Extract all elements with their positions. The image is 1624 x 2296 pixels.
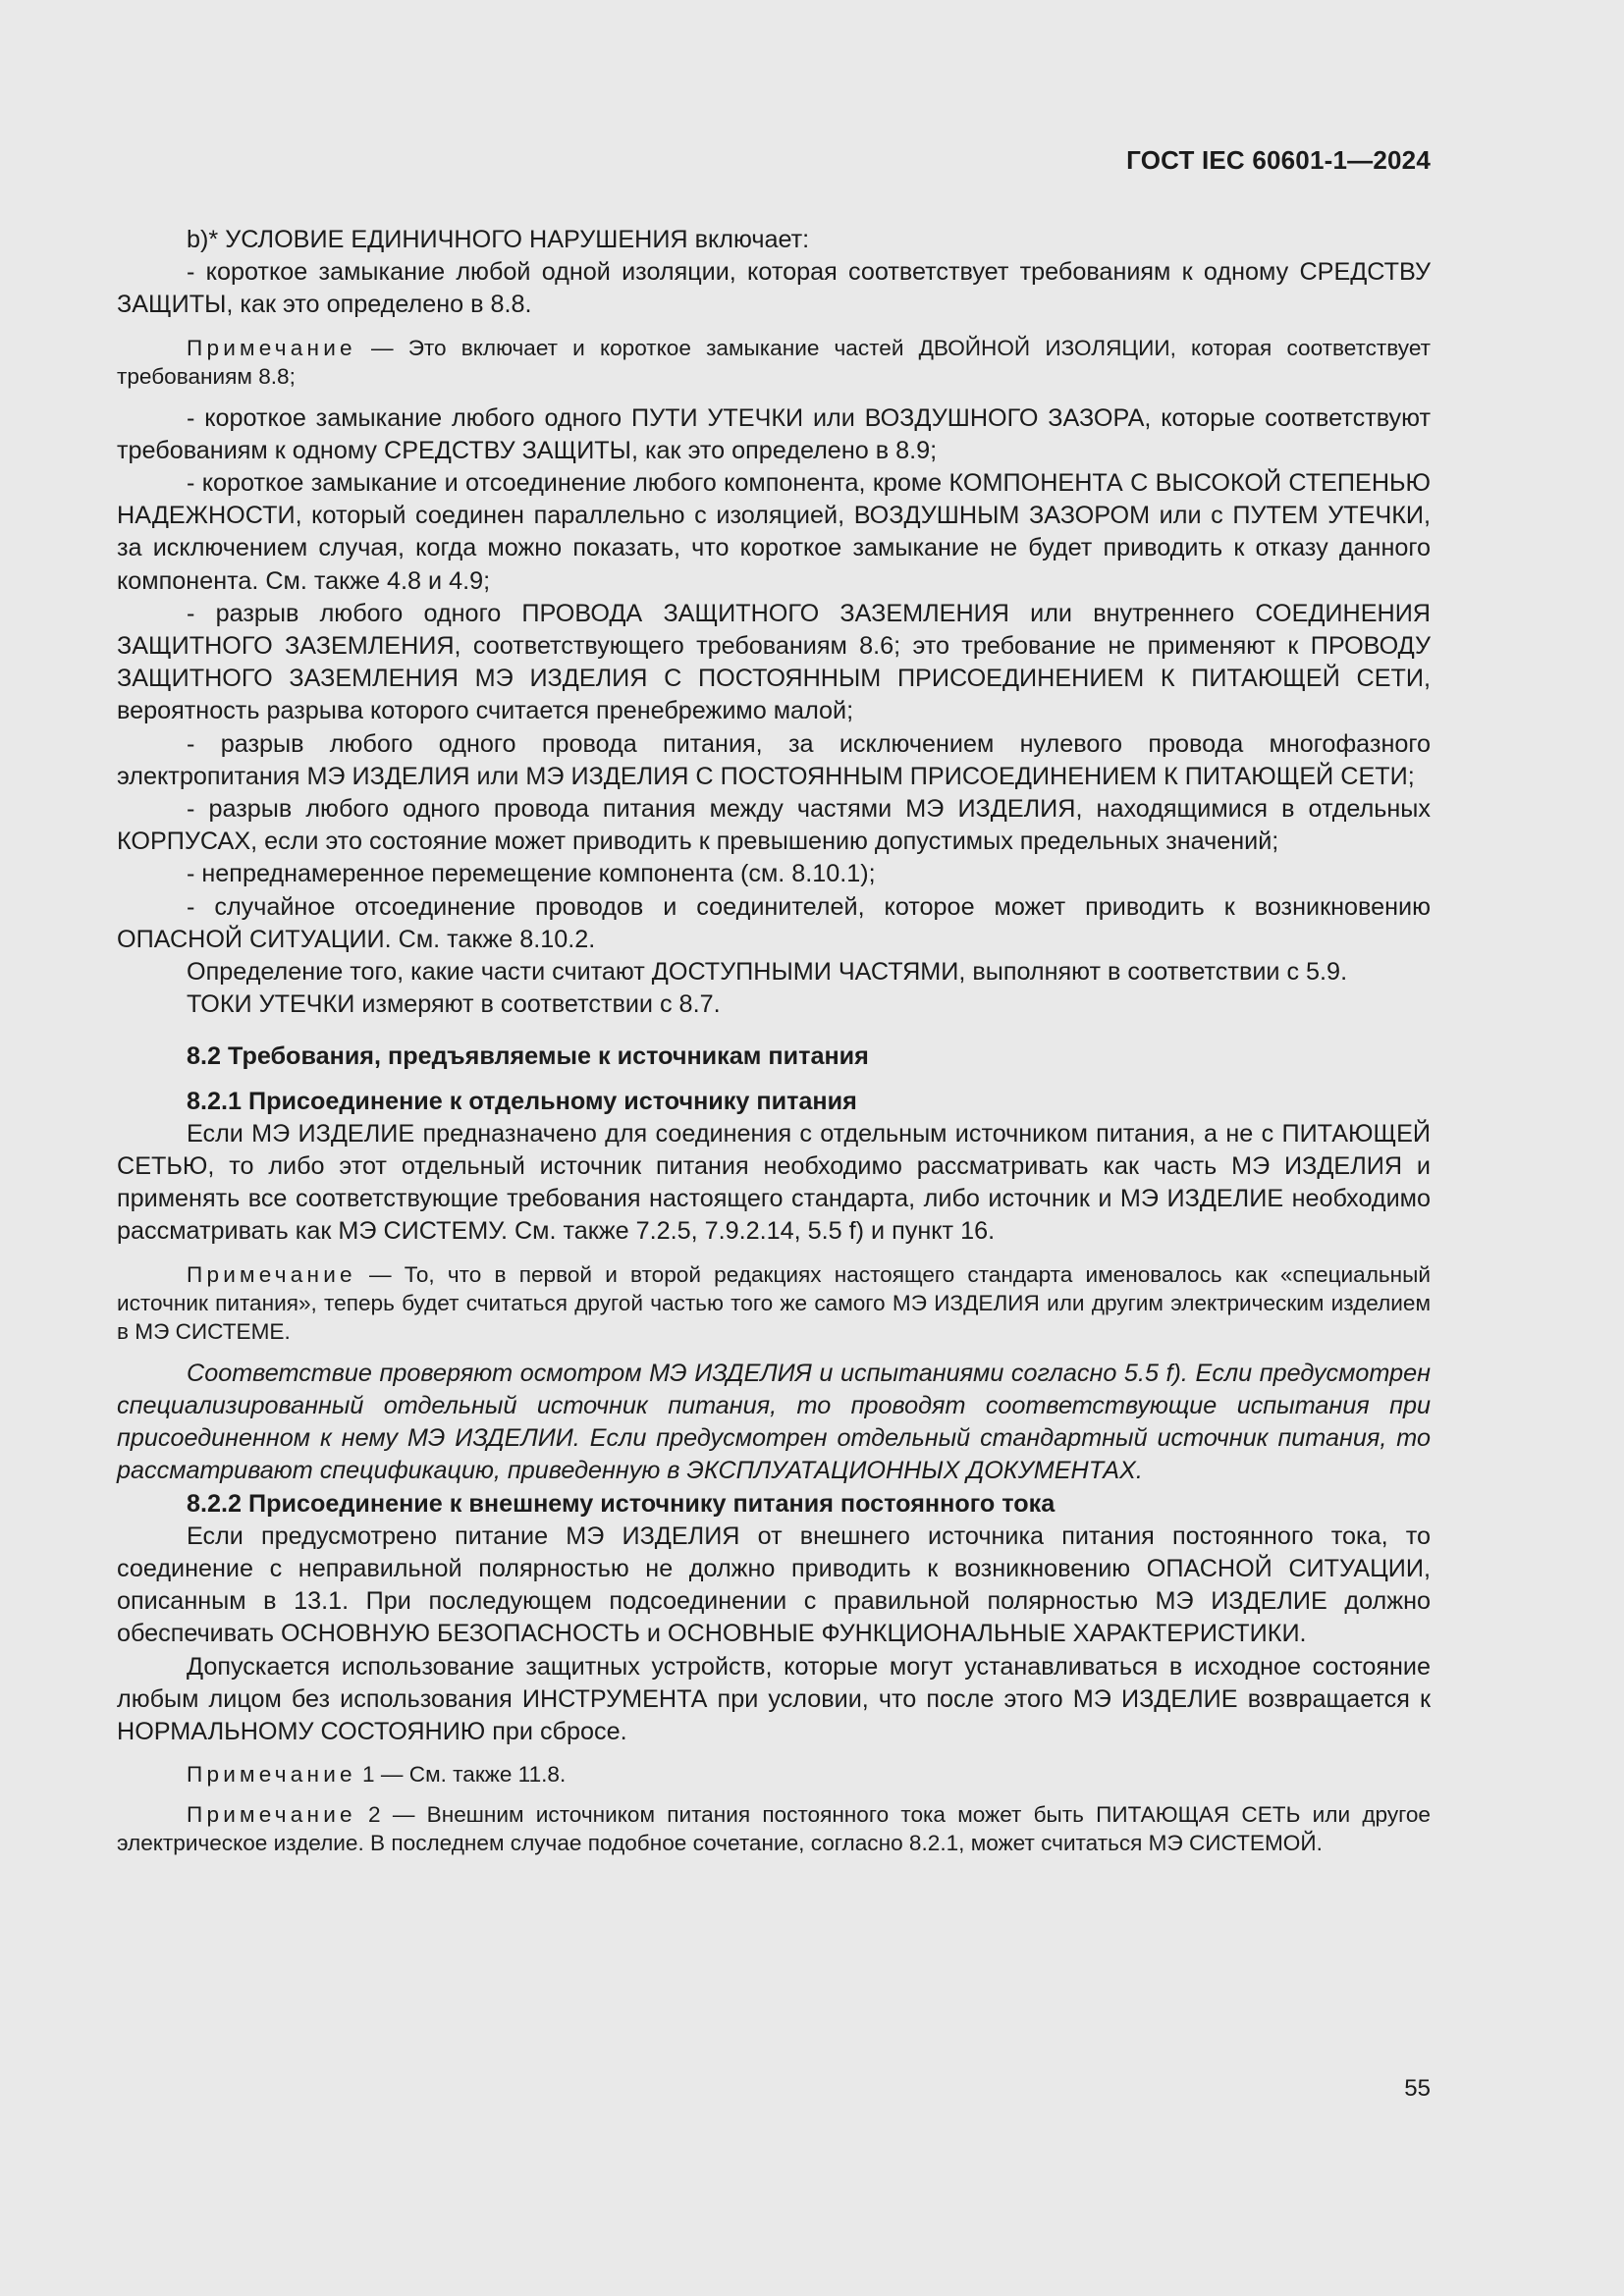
document-body xyxy=(117,224,1431,1857)
note-label: Примечание xyxy=(187,1802,356,1828)
page-number: 55 xyxy=(1404,2075,1431,2102)
list-item-enclosure-conductor-break: - разрыв любого одного провода питания между частями МЭ ИЗДЕЛИЯ, находящимися в отдельных КОРПУСАХ, если это состояние может приводить к превышению допустимых предельных значений; xyxy=(117,795,1431,856)
paragraph-accessible-parts: Определение того, какие части считают ДОСТУПНЫМИ ЧАСТЯМИ, выполняют в соответствии с 5.9. xyxy=(187,958,1348,987)
paragraph-single-fault-condition: b)* УСЛОВИЕ ЕДИНИЧНОГО НАРУШЕНИЯ включает: xyxy=(187,226,810,253)
section-heading-8-2-1: 8.2.1 Присоединение к отдельному источнику питания xyxy=(187,1087,857,1115)
list-item-insulation-short: - короткое замыкание любой одной изоляции, которая соответствует требованиям к одному СРЕДСТВУ ЗАЩИТЫ, как это определено в 8.8. xyxy=(117,258,1431,319)
paragraph-dc-polarity: Если предусмотрено питание МЭ ИЗДЕЛИЯ от внешнего источника питания постоянного тока, то соединение с неправильной полярностью не должно приводить к возникновению ОПАСНОЙ СИТУАЦИИ, описанным в 13.1. При последующем подсоединении с правильной полярностью МЭ ИЗДЕЛИЕ должно обеспечивать ОСНОВНУЮ БЕЗОПАСНОСТЬ и ОСНОВНЫЕ ФУНКЦИОНАЛЬНЫЕ ХАРАКТЕРИСТИКИ. xyxy=(117,1522,1431,1648)
note-text: 2 — Внешним источником питания постоянного тока может быть ПИТАЮЩАЯ СЕТЬ или другое электрическое изделие. В последнем случае подобное сочетание, согласно 8.2.1, может считаться МЭ СИСТЕМОЙ. xyxy=(117,1802,1431,1856)
note-label: Примечание xyxy=(187,1762,356,1788)
note-label: Примечание xyxy=(187,1261,356,1287)
note-text: — Это включает и короткое замыкание частей ДВОЙНОЙ ИЗОЛЯЦИИ, которая соответствует требованиям 8.8; xyxy=(117,335,1431,389)
note-text: 1 — См. также 11.8. xyxy=(355,1762,567,1788)
section-heading-8-2-2: 8.2.2 Присоединение к внешнему источнику питания постоянного тока xyxy=(187,1489,1056,1518)
list-item-creepage-short: - короткое замыкание любого одного ПУТИ УТЕЧКИ или ВОЗДУШНОГО ЗАЗОРА, которые соответствуют требованиям к одному СРЕДСТВУ ЗАЩИТЫ, как это определено в 8.9; xyxy=(117,403,1431,464)
list-item-earth-conductor-break: - разрыв любого одного ПРОВОДА ЗАЩИТНОГО ЗАЗЕМЛЕНИЯ или внутреннего СОЕДИНЕНИЯ ЗАЩИТНОГО ЗАЗЕМЛЕНИЯ, соответствующего требованиям 8.6; это требование не применяют к ПРОВОДУ ЗАЩИТНОГО ЗАЗЕМЛЕНИЯ МЭ ИЗДЕЛИЯ С ПОСТОЯННЫМ ПРИСОЕДИНЕНИЕМ К ПИТАЮЩЕЙ СЕТИ, вероятность разрыва которого считается пренебрежимо малой; xyxy=(117,599,1431,725)
paragraph-separate-power-source: Если МЭ ИЗДЕЛИЕ предназначено для соединения с отдельным источником питания, а не с ПИТАЮЩЕЙ СЕТЬЮ, то либо этот отдельный источник питания необходимо рассматривать как часть МЭ ИЗДЕЛИЯ и применять все соответствующие требования настоящего стандарта, либо источник и МЭ ИЗДЕЛИЕ необходимо рассматривать как МЭ СИСТЕМУ. См. также 7.2.5, 7.9.2.14, 5.5 f) и пункт 16. xyxy=(117,1119,1431,1246)
list-item-supply-conductor-break: - разрыв любого одного провода питания, за исключением нулевого провода многофазного электропитания МЭ ИЗДЕЛИЯ или МЭ ИЗДЕЛИЯ С ПОСТОЯННЫМ ПРИСОЕДИНЕНИЕМ К ПИТАЮЩЕЙ СЕТИ; xyxy=(117,729,1431,790)
note-text: — То, что в первой и второй редакциях настоящего стандарта именовалось как «специальный источник питания», теперь будет считаться другой частью того же самого МЭ ИЗДЕЛИЯ или другим электрическим изделием в МЭ СИСТЕМЕ. xyxy=(117,1261,1431,1344)
document-header: ГОСТ IEC 60601-1—2024 xyxy=(1126,145,1431,175)
list-item-component-movement: - непреднамеренное перемещение компонента (см. 8.10.1); xyxy=(187,860,876,888)
paragraph-protective-devices: Допускается использование защитных устройств, которые могут устанавливаться в исходное состояние любым лицом без использования ИНСТРУМЕНТА при условии, что после этого МЭ ИЗДЕЛИЕ возвращается к НОРМАЛЬНОМУ СОСТОЯНИЮ при сбросе. xyxy=(117,1652,1431,1745)
note-1-see-also xyxy=(117,1760,1431,1789)
list-item-wire-disconnection: - случайное отсоединение проводов и соединителей, которое может приводить к возникновению ОПАСНОЙ СИТУАЦИИ. См. также 8.10.2. xyxy=(117,892,1431,953)
paragraph-compliance-check: Соответствие проверяют осмотром МЭ ИЗДЕЛИЯ и испытаниями согласно 5.5 f). Если предусмотрен специализированный отдельный источник питания, то проводят соответствующие испытания при присоединенном к нему МЭ ИЗДЕЛИИ. Если предусмотрен отдельный стандартный источник питания, то рассматривают спецификацию, приведенную в ЭКСПЛУАТАЦИОННЫХ ДОКУМЕНТАХ. xyxy=(117,1359,1431,1485)
list-item-component-short: - короткое замыкание и отсоединение любого компонента, кроме КОМПОНЕНТА С ВЫСОКОЙ СТЕПЕНЬЮ НАДЕЖНОСТИ, который соединен параллельно с изоляцией, ВОЗДУШНЫМ ЗАЗОРОМ или с ПУТЕМ УТЕЧКИ, за исключением случая, когда можно показать, что короткое замыкание не будет приводить к отказу данного компонента. См. также 4.8 и 4.9; xyxy=(117,469,1431,595)
note-special-power-supply xyxy=(117,1260,1431,1346)
note-double-insulation xyxy=(117,334,1431,391)
note-label: Примечание xyxy=(187,335,356,360)
note-2-external-dc-source xyxy=(117,1800,1431,1857)
section-heading-8-2: 8.2 Требования, предъявляемые к источникам питания xyxy=(187,1042,869,1071)
paragraph-leakage-currents: ТОКИ УТЕЧКИ измеряют в соответствии с 8.7. xyxy=(187,990,721,1019)
